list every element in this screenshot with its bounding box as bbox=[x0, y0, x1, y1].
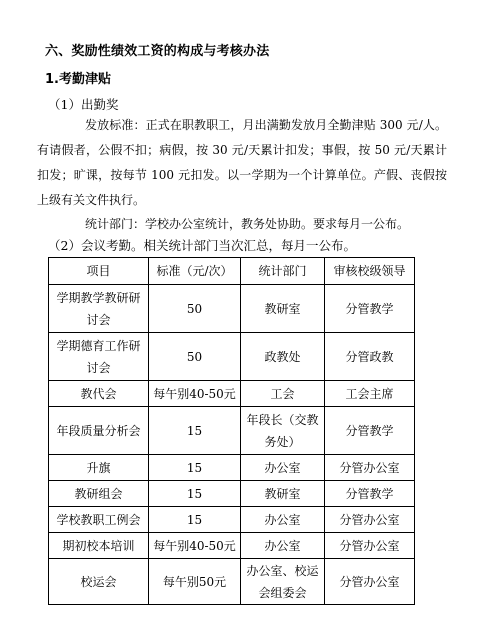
table-cell: 办公室 bbox=[241, 507, 325, 533]
table-cell: 分管办公室 bbox=[325, 455, 415, 481]
table-cell: 分管政教 bbox=[325, 333, 415, 381]
header-cell: 审核校级领导 bbox=[325, 258, 415, 285]
paragraph-statistics-department: 统计部门：学校办公室统计，教务处协助。要求每月一公布。 bbox=[85, 217, 410, 231]
table-cell: 50 bbox=[149, 333, 241, 381]
table-cell: 分管教学 bbox=[325, 407, 415, 455]
table-cell: 教代会 bbox=[49, 381, 149, 407]
table-cell: 年段质量分析会 bbox=[49, 407, 149, 455]
table-cell: 期初校本培训 bbox=[49, 533, 149, 559]
table-row bbox=[49, 455, 415, 481]
table-cell: 教研组会 bbox=[49, 481, 149, 507]
table-row bbox=[49, 407, 415, 455]
table-cell: 升旗 bbox=[49, 455, 149, 481]
table-cell: 办公室、校运会组委会 bbox=[241, 559, 325, 605]
item-title-meeting-attendance: （2）会议考勤。相关统计部门当次汇总，每月一公布。 bbox=[48, 238, 356, 253]
table-cell: 每午别50元 bbox=[149, 559, 241, 605]
table-cell: 政教处 bbox=[241, 333, 325, 381]
table-cell: 校运会 bbox=[49, 559, 149, 605]
paragraph-payment-standard: 发放标准：正式在职教职工，月出满勤发放月全勤津贴 300 元/人。有请假者，公假不扣；病假，按 30 元/天累计扣发；事假，按 50 元/天累计扣发；旷课，按每节 100 元扣发。以一学期为一个计算单位。产假、丧假按上级有关文件执行。 bbox=[37, 118, 447, 207]
table-cell: 分管教学 bbox=[325, 481, 415, 507]
table-row bbox=[49, 381, 415, 407]
header-cell: 标准（元/次） bbox=[149, 258, 241, 285]
section-title: 六、奖励性绩效工资的构成与考核办法 bbox=[45, 44, 270, 59]
table-row bbox=[49, 481, 415, 507]
table-cell: 15 bbox=[149, 481, 241, 507]
table-cell: 分管办公室 bbox=[325, 559, 415, 605]
header-cell: 统计部门 bbox=[241, 258, 325, 285]
table-cell: 50 bbox=[149, 285, 241, 333]
subsection-title: 1.考勤津贴 bbox=[45, 72, 111, 87]
table-cell: 每午别40-50元 bbox=[149, 533, 241, 559]
table-cell: 每午别40-50元 bbox=[149, 381, 241, 407]
table-cell: 办公室 bbox=[241, 533, 325, 559]
meeting-attendance-table bbox=[48, 257, 415, 605]
table-cell: 工会主席 bbox=[325, 381, 415, 407]
table-cell: 分管办公室 bbox=[325, 507, 415, 533]
table-row bbox=[49, 285, 415, 333]
table-cell: 学期德育工作研讨会 bbox=[49, 333, 149, 381]
header-cell: 项目 bbox=[49, 258, 149, 285]
table-cell: 学期教学教研研讨会 bbox=[49, 285, 149, 333]
table-cell: 学校教职工例会 bbox=[49, 507, 149, 533]
table-row bbox=[49, 507, 415, 533]
table-row bbox=[49, 559, 415, 605]
table-cell: 工会 bbox=[241, 381, 325, 407]
table-cell: 办公室 bbox=[241, 455, 325, 481]
table-cell: 教研室 bbox=[241, 481, 325, 507]
table-row bbox=[49, 533, 415, 559]
table-header-row bbox=[49, 258, 415, 285]
table-cell: 15 bbox=[149, 507, 241, 533]
table-row bbox=[49, 333, 415, 381]
table-cell: 15 bbox=[149, 455, 241, 481]
table-cell: 教研室 bbox=[241, 285, 325, 333]
table-cell: 分管办公室 bbox=[325, 533, 415, 559]
item-title-attendance-award: （1）出勤奖 bbox=[48, 97, 119, 112]
table-cell: 分管教学 bbox=[325, 285, 415, 333]
table-cell: 15 bbox=[149, 407, 241, 455]
table-cell: 年段长（交教务处） bbox=[241, 407, 325, 455]
